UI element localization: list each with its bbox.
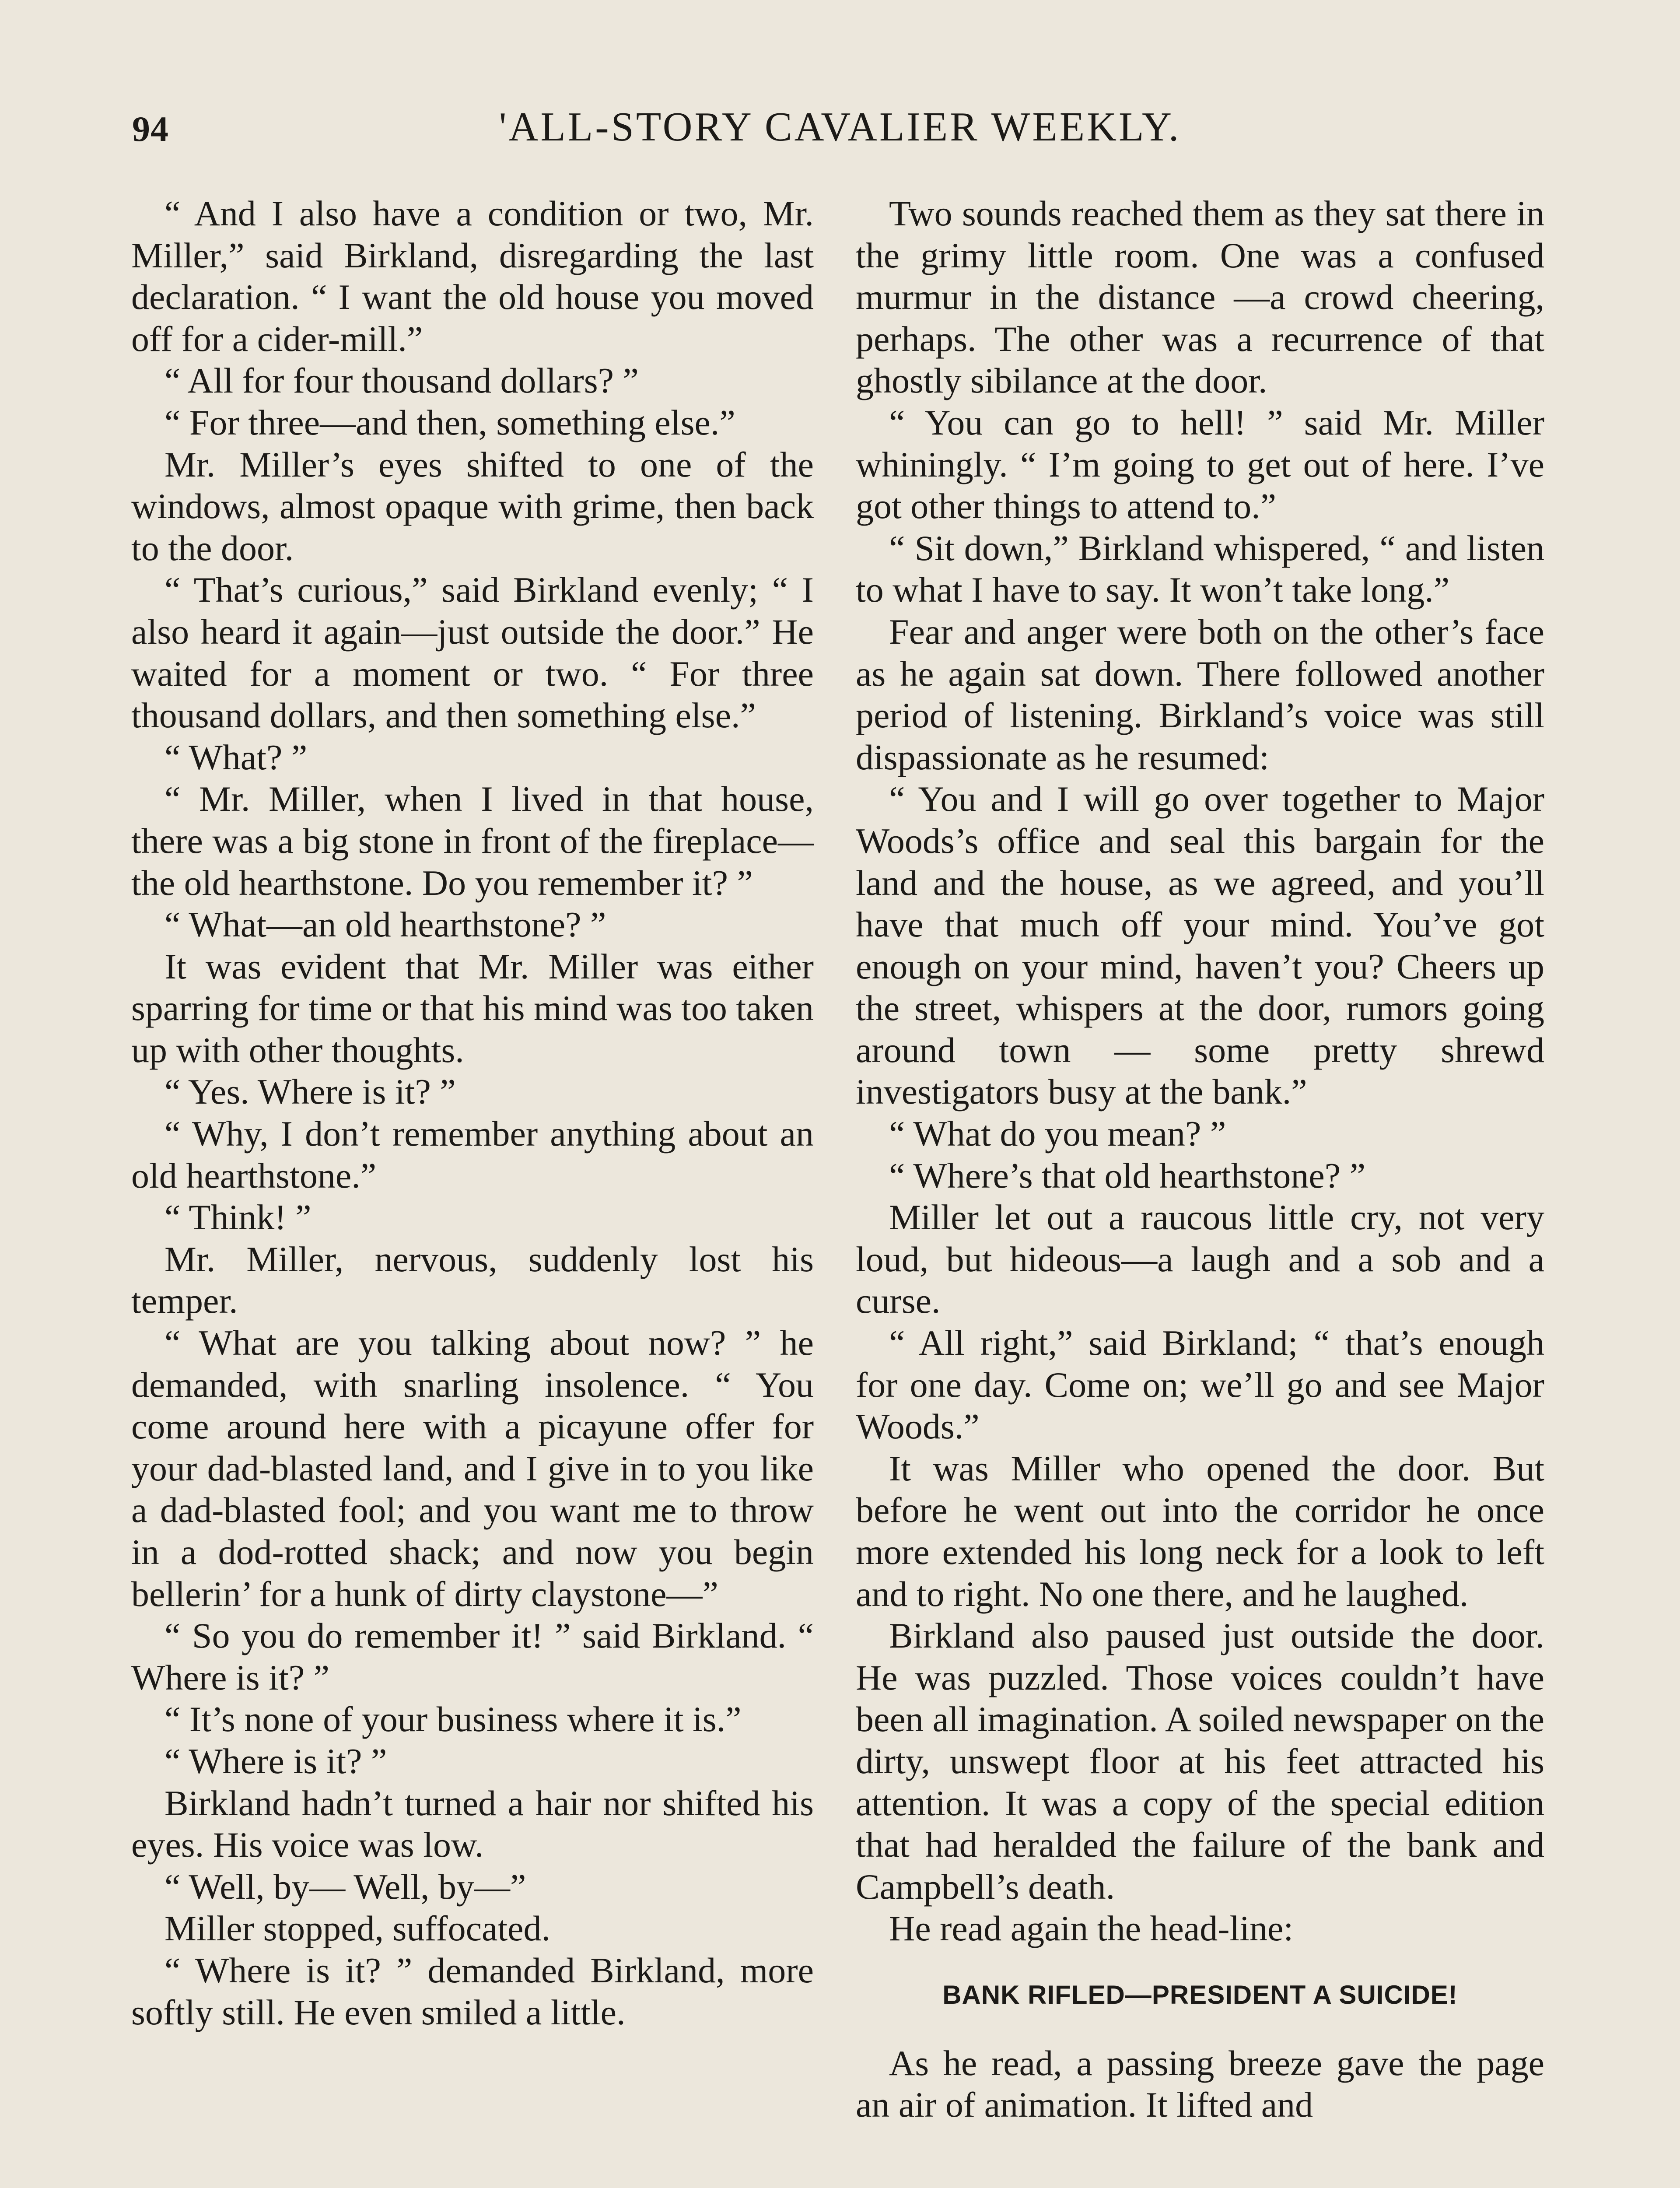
paragraph: “ All for four thousand dollars? ”	[164, 361, 639, 401]
paragraph: Birkland hadn’t turned a hair nor shifted his eyes. His voice was low.	[131, 1783, 814, 1865]
paragraph: Two sounds reached them as they sat there in the grimy little room. One was a confused murmur in the distance —a crowd cheering, perhaps. The other was a recurrence of that ghostly sibilance at the door.	[856, 193, 1544, 401]
paragraph: “ It’s none of your business where it is.”	[164, 1699, 742, 1739]
paragraph: “ What are you talking about now? ” he demanded, with snarling insolence. “ You come around here with a picayune offer for your dad-blasted land, and I give in to you like a dad-blasted fool; and you want me to throw in a dod-rotted shack; and now you begin bellerin’ for a hunk of dirty claystone—”	[131, 1323, 814, 1614]
paragraph: Mr. Miller, nervous, suddenly lost his temper.	[131, 1239, 814, 1321]
paragraph: “ Sit down,” Birkland whispered, “ and listen to what I have to say. It won’t take long.”	[856, 528, 1544, 610]
page-number: 94	[132, 109, 169, 149]
paragraph: “ What do you mean? ”	[889, 1114, 1226, 1154]
paragraph: “ Where is it? ” demanded Birkland, more softly still. He even smiled a little.	[131, 1950, 814, 2032]
paragraph: Miller stopped, suffocated.	[164, 1908, 551, 1949]
paragraph: “ What—an old hearthstone? ”	[164, 905, 606, 945]
paragraph: As he read, a passing breeze gave the page an air of animation. It lifted and	[856, 2043, 1544, 2125]
paragraph: “ What? ”	[164, 737, 308, 777]
paragraph: “ Yes. Where is it? ”	[164, 1072, 456, 1112]
paragraph: “ Well, by— Well, by—”	[164, 1866, 526, 1907]
paragraph: “ For three—and then, something else.”	[164, 402, 735, 442]
paragraph: “ So you do remember it! ” said Birkland. “ Where is it? ”	[131, 1616, 814, 1697]
right-column	[856, 193, 1544, 2126]
paragraph: He read again the head-line:	[889, 1908, 1294, 1949]
paragraph: “ Think! ”	[164, 1197, 312, 1238]
paragraph: Mr. Miller’s eyes shifted to one of the windows, almost opaque with grime, then back to the door.	[131, 444, 814, 568]
paragraph: It was Miller who opened the door. But before he went out into the corridor he once more extended his long neck for a look to left and to right. No one there, and he laughed.	[856, 1448, 1544, 1614]
paragraph: “ Mr. Miller, when I lived in that house, there was a big stone in front of the fireplace—the old hearthstone. Do you remember it? ”	[131, 779, 814, 903]
running-title: 'ALL-STORY CAVALIER WEEKLY.	[499, 104, 1181, 150]
paragraph: Fear and anger were both on the other’s face as he again sat down. There followed another period of listening. Birkland’s voice was still dispassionate as he resumed:	[856, 611, 1544, 777]
paragraph: “ That’s curious,” said Birkland evenly; “ I also heard it again—just outside the door.” He waited for a moment or two. “ For three thousand dollars, and then something else.”	[131, 570, 814, 736]
paragraph: Birkland also paused just outside the door. He was puzzled. Those voices couldn’t have been all imagination. A soiled newspaper on the dirty, unswept floor at his feet attracted his attention. It was a copy of the special edition that had heralded the failure of the bank and Campbell’s death.	[856, 1616, 1544, 1907]
paragraph: Miller let out a raucous little cry, not very loud, but hideous—a laugh and a sob and a curse.	[856, 1197, 1544, 1321]
paragraph: “ All right,” said Birkland; “ that’s enough for one day. Come on; we’ll go and see Major Woods.”	[856, 1323, 1544, 1447]
paragraph: “ Where is it? ”	[164, 1741, 387, 1781]
paragraph: “ You and I will go over together to Major Woods’s office and seal this bargain for the land and the house, as we agreed, and you’ll have that much off your mind. You’ve got enough on your mind, haven’t you? Cheers up the street, whispers at the door, rumors going around town — some pretty shrewd investigators busy at the bank.”	[856, 779, 1544, 1112]
left-column	[131, 193, 814, 2033]
paragraph: It was evident that Mr. Miller was either sparring for time or that his mind was too taken up with other thoughts.	[131, 946, 814, 1070]
paragraph: “ Where’s that old hearthstone? ”	[889, 1155, 1366, 1196]
paragraph: “ And I also have a condition or two, Mr. Miller,” said Birkland, disregarding the last declaration. “ I want the old house you moved off for a cider-mill.”	[131, 193, 814, 359]
newspaper-headline: BANK RIFLED—PRESIDENT A SUICIDE!	[942, 1980, 1458, 2009]
paragraph: “ Why, I don’t remember anything about an old hearthstone.”	[131, 1114, 814, 1196]
paragraph: “ You can go to hell! ” said Mr. Miller whiningly. “ I’m going to get out of here. I’ve got other things to attend to.”	[856, 402, 1544, 526]
